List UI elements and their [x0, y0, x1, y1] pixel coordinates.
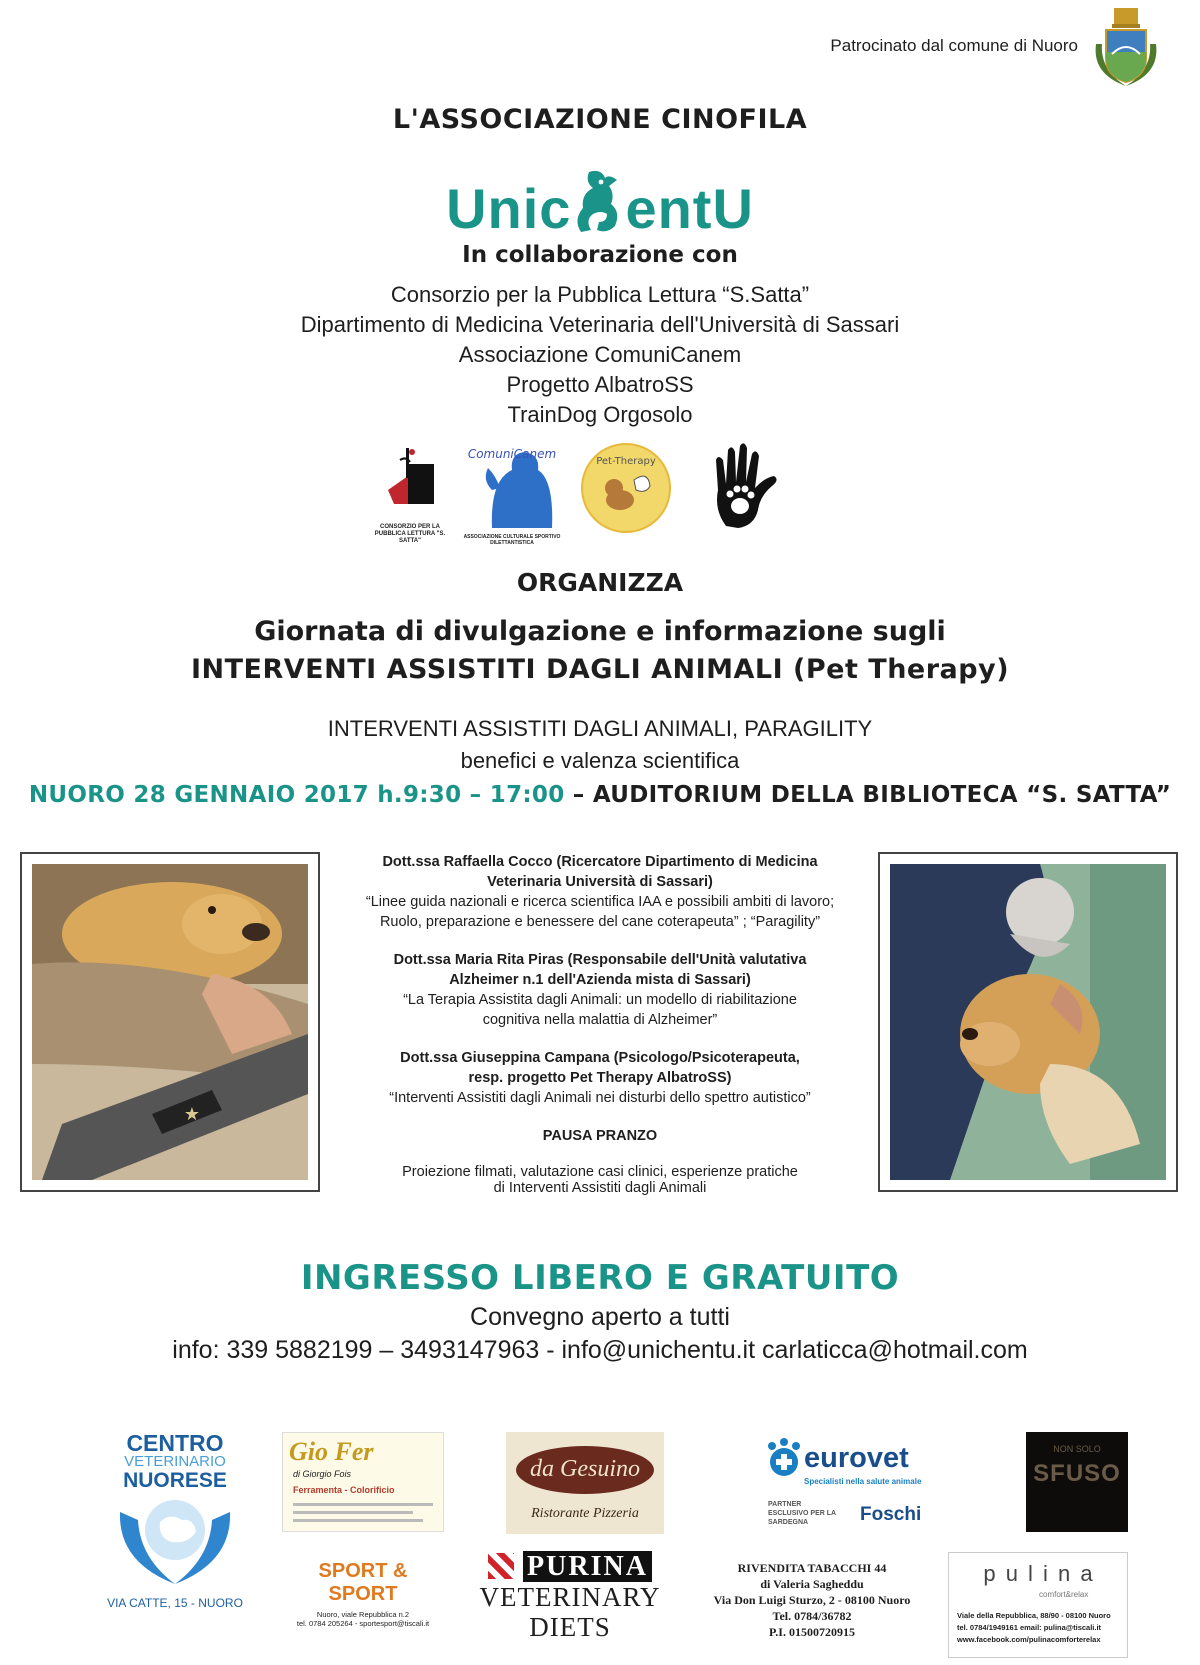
dog-logo-icon [571, 170, 625, 234]
collaboration-heading: In collaborazione con [462, 242, 738, 268]
organizza-heading: ORGANIZZA [516, 568, 684, 597]
pulina-tag: comfort&relax [1039, 1590, 1089, 1599]
comunicanem-mark-icon [462, 440, 562, 530]
pulina-name: p u l i n a [983, 1561, 1095, 1586]
hands-pet-icon [110, 1492, 240, 1592]
photo-dog-veteran [20, 852, 320, 1192]
program-item [340, 1048, 860, 1108]
open-to-all: Convegno aperto a tutti [470, 1303, 730, 1331]
partner-item: Associazione ComuniCanem [458, 342, 742, 367]
foschi-name: Foschi [860, 1504, 922, 1525]
unichentu-logo [0, 170, 1200, 241]
nuoro-crest-icon [1090, 4, 1162, 88]
consorzio-logo [370, 440, 450, 544]
sport-tel: tel. 0784 205264 - sportesport@tiscali.it [296, 1619, 430, 1628]
comunicanem-title: ComuniCanem [467, 447, 557, 461]
consorzio-mark-icon [370, 440, 450, 520]
event-subtitle-line1: INTERVENTI ASSISTITI DAGLI ANIMALI, PARAGILITY [327, 716, 873, 741]
tabacchi-line3: Via Don Luigi Sturzo, 2 - 08100 Nuoro [713, 1593, 911, 1607]
sfuso-name: SFUSO [1033, 1460, 1121, 1487]
speaker-affiliation: Alzheimer n.1 dell'Azienda mista di Sassari) [449, 972, 751, 988]
talk-title: cognitiva nella malattia di Alzheimer” [482, 1012, 718, 1028]
tabacchi-line1: RIVENDITA TABACCHI 44 [737, 1561, 887, 1575]
purina-line3: DIETS [529, 1612, 611, 1642]
program-list [340, 852, 860, 1198]
event-date: NUORO 28 GENNAIO 2017 h.9:30 – 17:00 [28, 782, 565, 808]
partner-item: TrainDog Orgosolo [507, 402, 693, 427]
program-item [340, 852, 860, 932]
eurovet-name: eurovet [804, 1442, 909, 1474]
speaker-affiliation: Veterinaria Università di Sassari) [487, 874, 713, 890]
centro-line2: VETERINARIO [124, 1453, 226, 1470]
sport-name: SPORT & SPORT [318, 1560, 408, 1605]
partner-item: Progetto AlbatroSS [506, 372, 694, 397]
sponsor-centro-veterinario [100, 1432, 250, 1632]
purina-line1 [488, 1552, 652, 1582]
free-entry-heading: INGRESSO LIBERO E GRATUITO [300, 1258, 900, 1298]
pulina-tel: tel. 0784/1949161 email: pulina@tiscali.it [957, 1623, 1102, 1632]
event-subtitle-line2: benefici e valenza scientifica [460, 748, 740, 773]
partner-item: Consorzio per la Pubblica Lettura “S.Satta” [390, 282, 810, 307]
comunicanem-logo [462, 440, 562, 546]
photo-dog-elderly [878, 852, 1178, 1192]
dog-with-elderly-woman-image [890, 864, 1166, 1180]
speaker-name: Dott.ssa Maria Rita Piras (Responsabile dell'Unità valutativa [393, 952, 807, 968]
pulina-addr: Viale della Repubblica, 88/90 - 08100 Nuoro [957, 1611, 1111, 1620]
event-date-location [0, 782, 1200, 808]
brand-left: Unic [446, 177, 572, 240]
event-location: – AUDITORIUM DELLA BIBLIOTECA “S. SATTA” [564, 782, 1172, 808]
centro-line1: CENTRO [126, 1430, 224, 1456]
consorzio-caption: CONSORZIO PER LA PUBBLICA LETTURA "S. SATTA" [374, 524, 446, 544]
giofer-owner: di Giorgio Fois [293, 1469, 352, 1479]
afternoon-activity: di Interventi Assistiti dagli Animali [493, 1180, 707, 1196]
svg-text:★: ★ [183, 1104, 201, 1125]
speaker-affiliation: resp. progetto Pet Therapy AlbatroSS) [468, 1070, 732, 1086]
tabacchi-line2: di Valeria Sagheddu [760, 1577, 864, 1591]
pulina-web: www.facebook.com/pulinacomforterelax [957, 1635, 1101, 1644]
sfuso-top: NON SOLO [1053, 1444, 1101, 1454]
dog-with-veteran-image [32, 864, 308, 1180]
association-heading: L'ASSOCIAZIONE CINOFILA [392, 104, 808, 135]
eurovet-tag: Specialisti nella salute animale [804, 1477, 922, 1486]
eurovet-paw-icon [764, 1438, 804, 1478]
partner-item: Dipartimento di Medicina Veterinaria dell'Università di Sassari [300, 312, 900, 337]
dagesuino-sub: Ristorante Pizzeria [531, 1506, 639, 1521]
tabacchi-line4: Tel. 0784/36782 [772, 1609, 852, 1623]
sponsor-sportesport [282, 1560, 444, 1628]
event-title-line2: INTERVENTI ASSISTITI DAGLI ANIMALI (Pet Therapy) [190, 654, 1010, 685]
eurovet-partner: PARTNER ESCLUSIVO PER LA SARDEGNA [768, 1501, 836, 1526]
centro-line3: NUORESE [123, 1469, 227, 1492]
albatross-logo [578, 440, 674, 540]
talk-title: “La Terapia Assistita dagli Animali: un modello di riabilitazione [403, 992, 797, 1008]
giofer-desc: Ferramenta - Colorificio [293, 1485, 395, 1495]
afternoon-activity: Proiezione filmati, valutazione casi clinici, esperienze pratiche [402, 1164, 798, 1180]
sponsor-purina [460, 1552, 680, 1662]
purina-brand: PURINA [523, 1551, 652, 1582]
giofer-name: Gio Fer [289, 1437, 374, 1466]
contact-info: info: 339 5882199 – 3493147963 - info@unichentu.it carlaticca@hotmail.com [172, 1336, 1028, 1364]
talk-title: “Linee guida nazionali e ricerca scientifica IAA e possibili ambiti di lavoro; [365, 894, 835, 910]
lunch-break: PAUSA PRANZO [542, 1128, 658, 1144]
albatross-title: Pet-Therapy [596, 456, 656, 467]
sponsor-sfuso [1026, 1432, 1128, 1532]
tabacchi-line5: P.I. 01500720915 [769, 1625, 855, 1639]
program-item [340, 950, 860, 1030]
paw-hand-icon [708, 440, 788, 530]
speaker-name: Dott.ssa Giuseppina Campana (Psicologo/Psicoterapeuta, [400, 1050, 800, 1066]
patronage-text: Patrocinato dal comune di Nuoro [830, 36, 1078, 55]
speaker-name: Dott.ssa Raffaella Cocco (Ricercatore Dipartimento di Medicina [382, 854, 818, 870]
sport-addr: Nuoro, viale Repubblica n.2 [316, 1610, 410, 1619]
comunicanem-caption: ASSOCIAZIONE CULTURALE SPORTIVO DILETTANTISTICA [463, 534, 561, 546]
dagesuino-name: da Gesuino [530, 1456, 640, 1482]
event-title-line1: Giornata di divulgazione e informazione sugli [254, 616, 946, 647]
sponsor-tabacchi [692, 1560, 932, 1650]
traindog-logo [708, 440, 788, 540]
sponsor-pulina [948, 1552, 1128, 1658]
talk-title: Ruolo, preparazione e benessere del cane coterapeuta” ; “Paragility” [379, 914, 821, 930]
sponsor-giofer [282, 1432, 444, 1532]
partner-list [0, 280, 1200, 430]
centro-address: VIA CATTE, 15 - NUORO [107, 1596, 243, 1610]
talk-title: “Interventi Assistiti dagli Animali nei disturbi dello spettro autistico” [389, 1090, 811, 1106]
purina-line2: VETERINARY [479, 1582, 661, 1612]
sponsor-eurovet [764, 1434, 934, 1534]
brand-right: entU [625, 177, 754, 240]
albatross-mark-icon [578, 440, 674, 536]
sponsor-dagesuino [506, 1432, 664, 1534]
